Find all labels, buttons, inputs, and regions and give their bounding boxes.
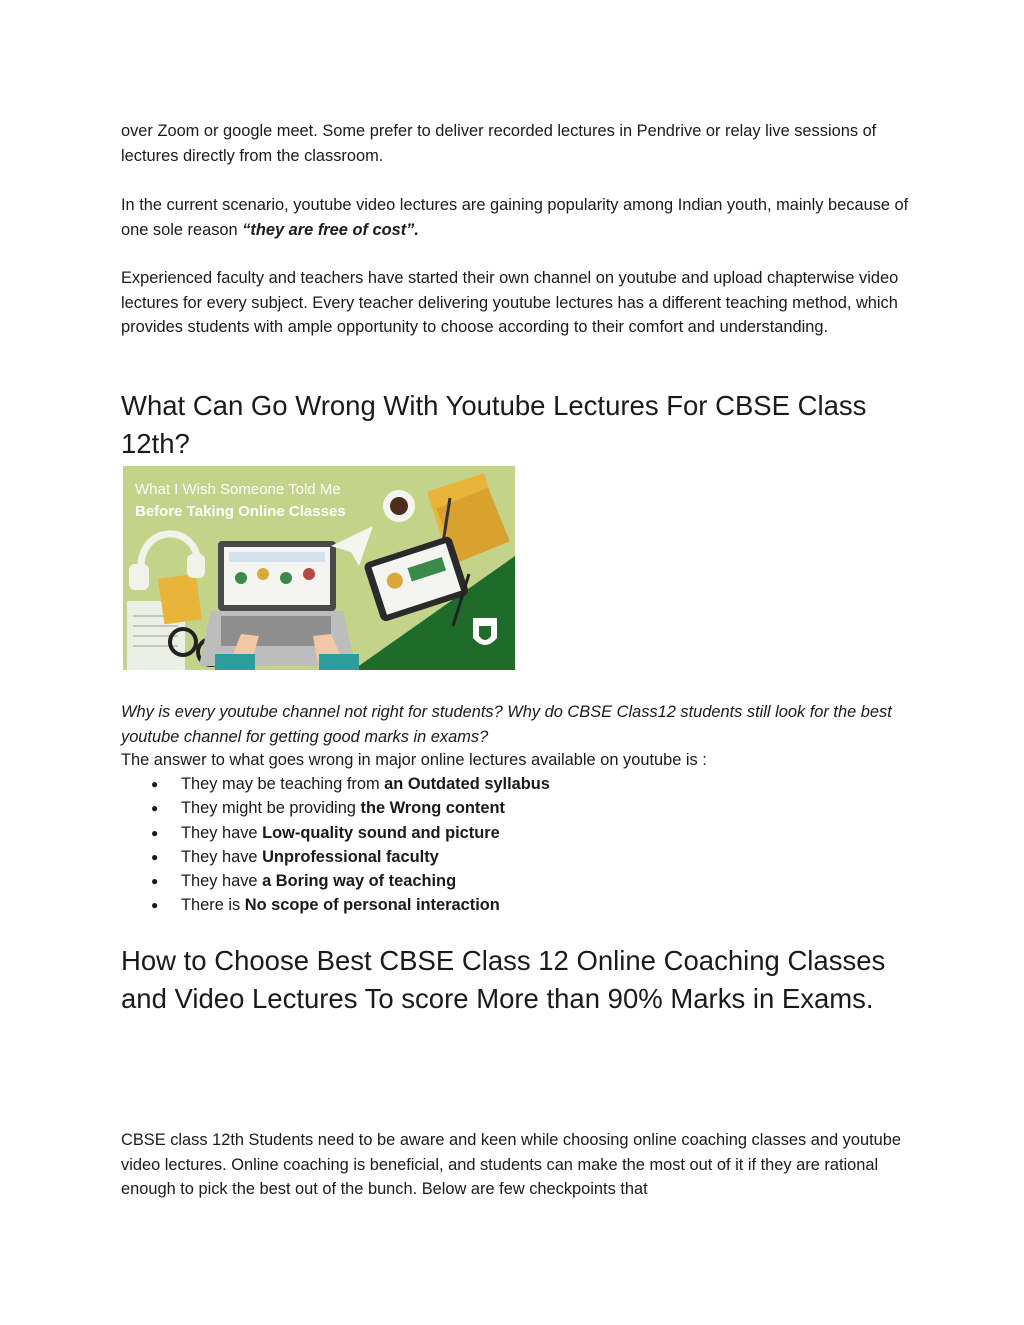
list-item-bold: a Boring way of teaching: [262, 872, 457, 891]
heading-how-to-choose: How to Choose Best CBSE Class 12 Online Coaching Classes and Video Lectures To score More than 90% Marks in Exams.: [121, 945, 886, 1014]
list-item-text: They have: [181, 823, 263, 842]
question-paragraph: Why is every youtube channel not right for students? Why do CBSE Class12 students still look for the best youtube channel for getting good marks in exams?: [121, 703, 892, 746]
list-item: [121, 796, 911, 820]
list-item-bold: the Wrong content: [360, 799, 505, 818]
paragraph-intro: over Zoom or google meet. Some prefer to deliver recorded lectures in Pendrive or relay live sessions of lectures directly from the classroom.: [121, 122, 877, 165]
bullet-icon: ●: [151, 874, 159, 889]
list-item-bold: No scope of personal interaction: [244, 896, 500, 915]
list-item-bold: Low-quality sound and picture: [262, 823, 500, 842]
online-classes-illustration: [123, 466, 515, 670]
list-item-bold: Unprofessional faculty: [262, 847, 439, 866]
paragraph-scenario: [121, 193, 911, 242]
list-item: [121, 821, 911, 845]
list-item: [121, 845, 911, 869]
list-item-text: They have: [181, 847, 263, 866]
bullet-icon: ●: [151, 898, 159, 913]
list-item: [121, 772, 911, 796]
problems-list: [121, 772, 911, 918]
paragraph-scenario-text: In the current scenario, youtube video lectures are gaining popularity among Indian youth, mainly because of one sole reason: [121, 196, 909, 239]
list-item-text: They might be providing: [181, 799, 361, 818]
list-item-text: They have: [181, 872, 263, 891]
list-item: [121, 893, 911, 917]
list-item-bold: an Outdated syllabus: [384, 775, 550, 793]
bullet-icon: ●: [151, 825, 159, 840]
list-item-text: There is: [181, 896, 245, 915]
bullet-icon: ●: [151, 801, 159, 816]
bullet-icon: ●: [151, 849, 159, 864]
image-caption-line-1: What I Wish Someone Told Me: [135, 481, 341, 498]
image-caption-line-2: Before Taking Online Classes: [135, 503, 346, 520]
paragraph-checkpoints: CBSE class 12th Students need to be aware and keen while choosing online coaching classes and youtube video lectures. Online coaching is beneficial, and students can make the most out of it if they are rational enough to pick the best out of the bunch. Below are few checkpoints that: [121, 1131, 901, 1198]
list-item: [121, 869, 911, 893]
list-item-text: They may be teaching from: [181, 775, 385, 793]
heading-what-can-go-wrong: What Can Go Wrong With Youtube Lectures For CBSE Class 12th?: [121, 390, 867, 459]
bullet-icon: ●: [151, 777, 159, 791]
answer-intro: The answer to what goes wrong in major online lectures available on youtube is :: [121, 751, 707, 769]
paragraph-faculty: Experienced faculty and teachers have started their own channel on youtube and upload chapterwise video lectures for every subject. Every teacher delivering youtube lectures has a different teaching method, which provides students with ample opportunity to choose according to their comfort and understanding.: [121, 269, 899, 336]
emphasis-free-of-cost: “they are free of cost”.: [242, 220, 419, 239]
